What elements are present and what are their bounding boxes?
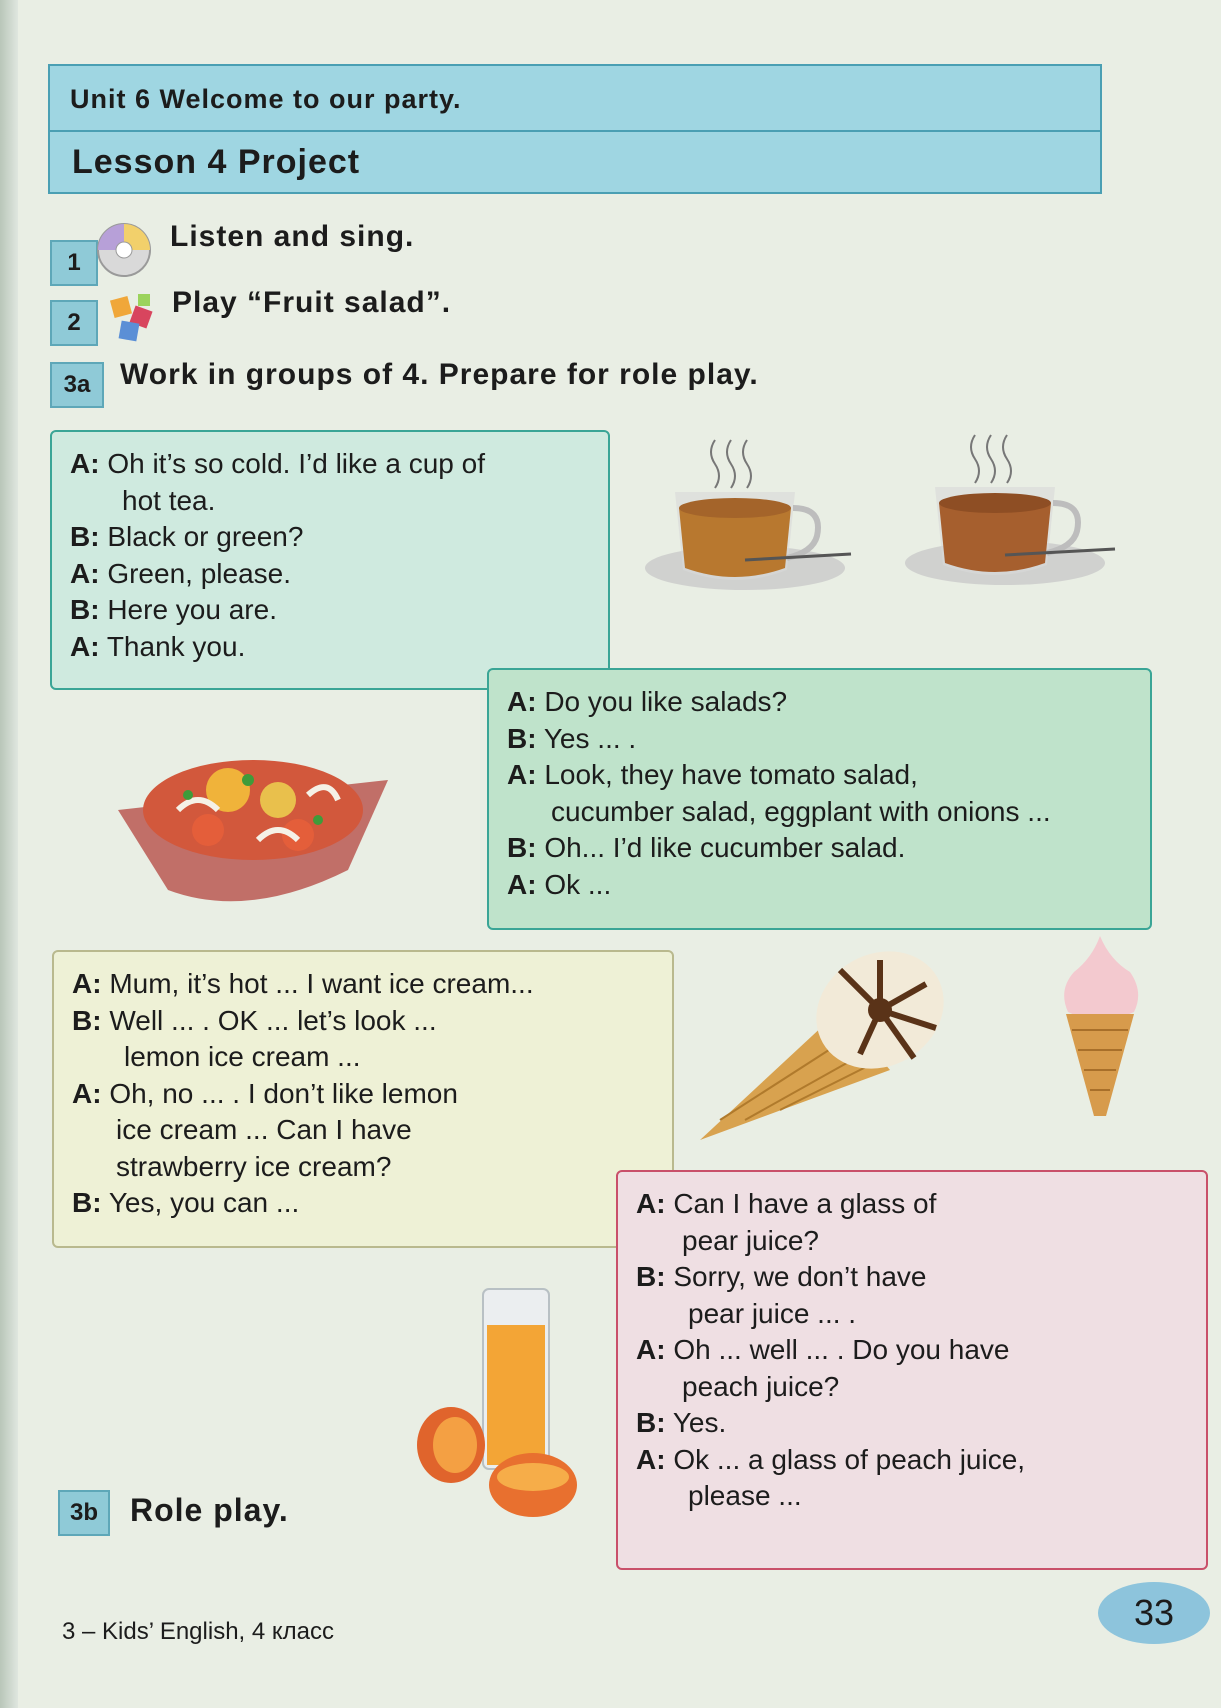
line-text: strawberry ice cream? <box>116 1150 392 1182</box>
line-text: pear juice? <box>682 1224 819 1256</box>
line-text: Look, they have tomato salad, <box>544 759 918 790</box>
page-number: 33 <box>1098 1582 1210 1644</box>
dialogue-line <box>507 684 1134 721</box>
dialogue-line <box>507 830 1134 867</box>
tea-cup-image <box>645 430 865 610</box>
dialogue-line <box>507 867 1134 904</box>
speaker-label: A: <box>636 1188 666 1219</box>
line-text: pear juice ... . <box>688 1297 857 1329</box>
speaker-label: B: <box>70 521 100 552</box>
line-text: lemon ice cream ... <box>124 1041 361 1072</box>
line-text: ice cream ... Can I have <box>116 1114 412 1145</box>
task-number-2: 2 <box>50 300 98 346</box>
speaker-label: A: <box>70 557 100 589</box>
salad-dialogue-box <box>487 668 1152 930</box>
line-text: Do you like salads? <box>544 686 788 717</box>
line-text: Oh ... well ... . Do you have <box>673 1334 1010 1365</box>
dialogue-line <box>72 1112 656 1149</box>
line-text: Mum, it’s hot ... I want ice cream... <box>109 968 534 999</box>
dialogue-line <box>507 721 1134 758</box>
speaker-label: A: <box>636 1334 666 1365</box>
dialogue-line <box>636 1405 1190 1442</box>
speaker-label: A: <box>507 759 537 790</box>
dialogue-line <box>72 966 656 1003</box>
task-number-1: 1 <box>50 240 98 286</box>
juice-dialogue-box <box>616 1170 1208 1570</box>
speaker-label: A: <box>636 1443 666 1475</box>
book-footer: 3 – Kids’ English, 4 класс <box>62 1618 335 1645</box>
line-text: Black or green? <box>107 521 304 552</box>
line-text: Thank you. <box>106 630 246 662</box>
cubes-icon <box>108 292 158 344</box>
line-text: Ok ... <box>544 868 612 900</box>
dialogue-line <box>70 629 592 666</box>
speaker-label: B: <box>72 1187 102 1218</box>
unit-title: Unit 6 Welcome to our party. <box>50 66 1100 132</box>
dialogue-line <box>636 1223 1190 1260</box>
line-text: Here you are. <box>107 594 277 625</box>
speaker-label: B: <box>70 594 100 625</box>
dialogue-line <box>70 446 592 483</box>
dialogue-line <box>70 519 592 556</box>
dialogue-line <box>636 1478 1190 1515</box>
task-3b-text: Role play. <box>130 1492 289 1528</box>
lesson-title: Lesson 4 Project <box>72 143 361 181</box>
line-text: cucumber salad, eggplant with onions ... <box>551 795 1051 827</box>
line-text: Yes. <box>672 1407 727 1438</box>
task-3a-text: Work in groups of 4. Prepare for role play. <box>120 358 759 391</box>
line-text: Yes ... . <box>543 722 637 754</box>
juice-glass-image <box>415 1285 590 1525</box>
dialogue-line <box>70 556 592 593</box>
line-text: Oh it’s so cold. I’d like a cup of <box>107 448 485 479</box>
dialogue-line <box>636 1369 1190 1406</box>
line-text: Sorry, we don’t have <box>673 1261 927 1292</box>
speaker-label: A: <box>507 686 537 717</box>
speaker-label: B: <box>636 1407 666 1438</box>
dialogue-line <box>72 1003 656 1040</box>
line-text: hot tea. <box>122 484 216 516</box>
soft-serve-image <box>1060 930 1140 1120</box>
line-text: please ... <box>688 1480 802 1511</box>
dialogue-line <box>70 592 592 629</box>
icecream-dialogue-box <box>52 950 674 1248</box>
dialogue-line <box>636 1296 1190 1333</box>
lesson-header <box>48 64 1102 194</box>
task-number-3b: 3b <box>58 1490 110 1536</box>
line-text: Green, please. <box>107 557 291 589</box>
speaker-label: B: <box>72 1004 102 1036</box>
speaker-label: A: <box>72 1077 102 1109</box>
cd-icon <box>96 222 152 278</box>
line-text: Can I have a glass of <box>673 1188 937 1219</box>
line-text: Well ... . OK ... let’s look ... <box>109 1004 437 1036</box>
line-text: Yes, you can ... <box>108 1187 300 1218</box>
book-spine <box>0 0 18 1708</box>
dialogue-line <box>507 757 1134 794</box>
speaker-label: A: <box>70 448 100 479</box>
dialogue-line <box>636 1186 1190 1223</box>
speaker-label: B: <box>507 722 537 754</box>
task-number-3a: 3a <box>50 362 104 408</box>
dialogue-line <box>636 1442 1190 1479</box>
line-text: Ok ... a glass of peach juice, <box>673 1443 1026 1475</box>
speaker-label: A: <box>72 968 102 999</box>
dialogue-line <box>72 1076 656 1113</box>
salad-bowl-image <box>118 740 388 910</box>
line-text: Oh... I’d like cucumber salad. <box>544 832 906 863</box>
speaker-label: A: <box>507 868 537 900</box>
dialogue-line <box>636 1259 1190 1296</box>
task-2-text: Play “Fruit salad”. <box>172 286 452 319</box>
dialogue-line <box>72 1185 656 1222</box>
dialogue-line <box>507 794 1134 831</box>
task-1-text: Listen and sing. <box>170 220 415 253</box>
dialogue-line <box>70 483 592 520</box>
speaker-label: B: <box>507 832 537 863</box>
dialogue-line <box>72 1039 656 1076</box>
dialogue-line <box>72 1149 656 1186</box>
icecream-cone-image <box>690 940 950 1150</box>
dialogue-line <box>636 1332 1190 1369</box>
tea-cup-image <box>905 425 1125 605</box>
speaker-label: A: <box>70 630 100 662</box>
speaker-label: B: <box>636 1261 666 1292</box>
line-text: peach juice? <box>682 1370 840 1402</box>
line-text: Oh, no ... . I don’t like lemon <box>109 1077 458 1109</box>
tea-dialogue-box <box>50 430 610 690</box>
